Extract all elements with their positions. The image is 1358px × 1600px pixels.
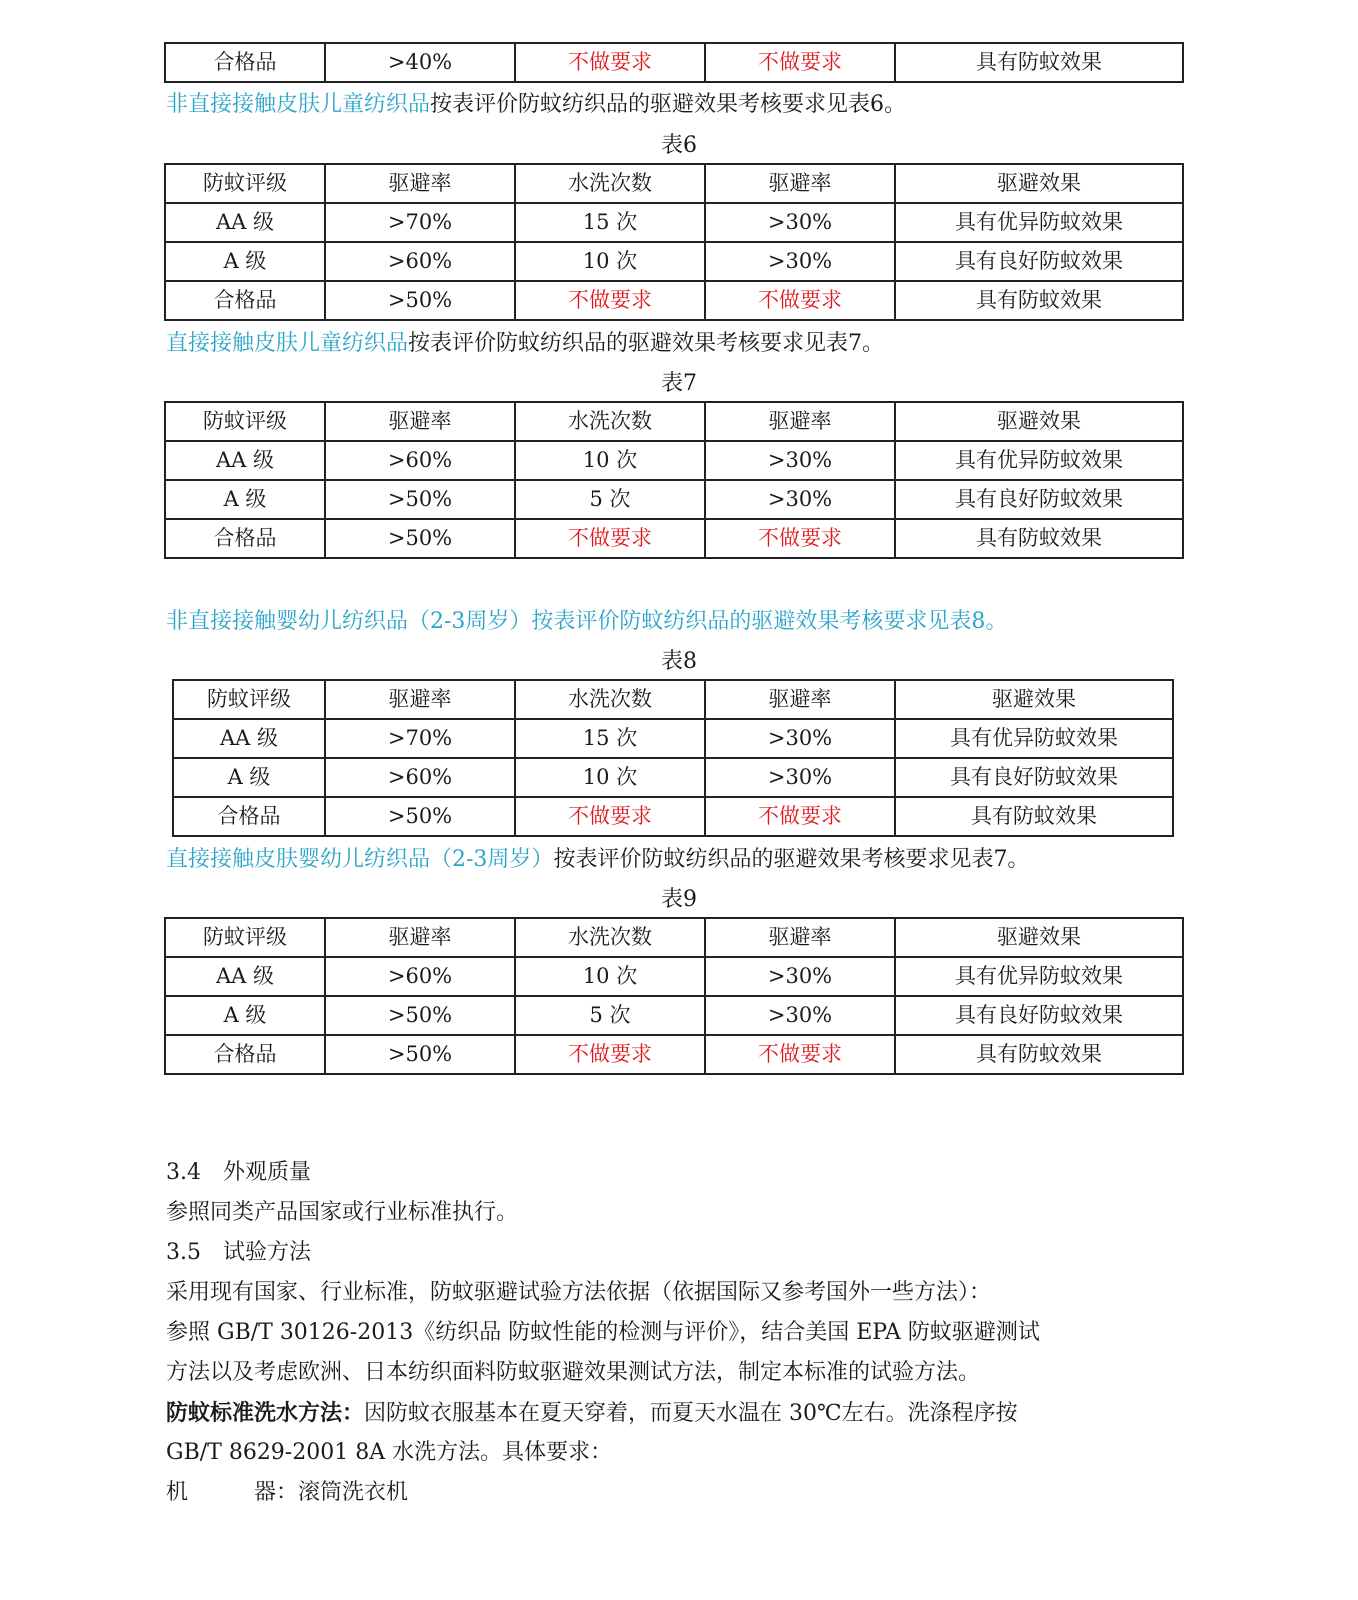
table-row xyxy=(165,957,1183,996)
header-cell: 驱避率 xyxy=(325,402,515,441)
table-cell: >30% xyxy=(705,203,895,242)
section-intro xyxy=(166,845,1029,875)
table-9 xyxy=(164,917,1182,1075)
table-cell: A 级 xyxy=(165,480,325,519)
header-cell: 驱避率 xyxy=(705,680,895,719)
table-cell: 具有良好防蚊效果 xyxy=(895,242,1183,281)
table-header-row xyxy=(165,918,1183,957)
table-cell: 不做要求 xyxy=(705,1035,895,1074)
table-cell: >60% xyxy=(325,441,515,480)
heading-3-4: 3.4 外观质量 xyxy=(166,1160,311,1185)
table-row xyxy=(165,203,1183,242)
table-cell: 10 次 xyxy=(515,957,705,996)
table-header-row xyxy=(173,680,1173,719)
table-cell: 具有良好防蚊效果 xyxy=(895,758,1173,797)
paragraph-3-4: 参照同类产品国家或行业标准执行。 xyxy=(166,1200,519,1225)
table-cell: >30% xyxy=(705,957,895,996)
table-cell: >30% xyxy=(705,996,895,1035)
wash-method-text: 因防蚊衣服基本在夏天穿着，而夏天水温在 30℃左右。洗涤程序按 xyxy=(364,1401,1018,1426)
table-cell: A 级 xyxy=(165,242,325,281)
table-row xyxy=(173,797,1173,836)
table-cell: 10 次 xyxy=(515,441,705,480)
table-cell: AA 级 xyxy=(165,957,325,996)
table-cell: >30% xyxy=(705,242,895,281)
table-cell: 5 次 xyxy=(515,996,705,1035)
table-8 xyxy=(172,679,1172,837)
table-cell: 具有良好防蚊效果 xyxy=(895,996,1183,1035)
table-header-row xyxy=(165,164,1183,203)
table-row xyxy=(165,480,1183,519)
top-table xyxy=(164,42,1182,83)
table-cell: AA 级 xyxy=(165,203,325,242)
table-7 xyxy=(164,401,1182,559)
table-cell: 不做要求 xyxy=(705,43,895,82)
machine-label: 机 器： xyxy=(166,1480,299,1505)
table-grid xyxy=(164,163,1184,321)
table-row xyxy=(165,281,1183,320)
table-cell: 不做要求 xyxy=(515,43,705,82)
header-cell: 防蚊评级 xyxy=(165,164,325,203)
paragraph-3-5-line-2: 参照 GB/T 30126-2013《纺织品 防蚊性能的检测与评价》，结合美国 EPA 防蚊驱避测试 xyxy=(166,1320,1040,1345)
table-cell: A 级 xyxy=(165,996,325,1035)
table-cell: 具有防蚊效果 xyxy=(895,43,1183,82)
section-intro xyxy=(166,90,906,120)
intro-text: 按表评价防蚊纺织品的驱避效果考核要求见表7。 xyxy=(408,331,885,356)
table-cell: 合格品 xyxy=(165,519,325,558)
table-grid xyxy=(172,679,1174,837)
table-cell: 不做要求 xyxy=(515,519,705,558)
table-row xyxy=(173,758,1173,797)
intro-highlight: 非直接接触皮肤儿童纺织品 xyxy=(166,92,431,117)
table-cell: 具有优异防蚊效果 xyxy=(895,441,1183,480)
table-cell: >60% xyxy=(325,957,515,996)
table-cell: >50% xyxy=(325,281,515,320)
header-cell: 驱避效果 xyxy=(895,680,1173,719)
table-cell: 15 次 xyxy=(515,203,705,242)
header-cell: 防蚊评级 xyxy=(165,918,325,957)
table-cell: >70% xyxy=(325,203,515,242)
table-cell: 10 次 xyxy=(515,758,705,797)
header-cell: 防蚊评级 xyxy=(173,680,325,719)
table-cell: >60% xyxy=(325,242,515,281)
table-cell: >30% xyxy=(705,719,895,758)
header-cell: 防蚊评级 xyxy=(165,402,325,441)
paragraph-3-5-line-3: 方法以及考虑欧洲、日本纺织面料防蚊驱避效果测试方法，制定本标准的试验方法。 xyxy=(166,1360,981,1385)
table-row xyxy=(173,719,1173,758)
table-cell: 不做要求 xyxy=(515,281,705,320)
table-cell: >70% xyxy=(325,719,515,758)
section-intro xyxy=(166,607,1007,637)
table-cell: 不做要求 xyxy=(515,797,705,836)
heading-3-5: 3.5 试验方法 xyxy=(166,1240,311,1265)
header-cell: 水洗次数 xyxy=(515,918,705,957)
table-header-row xyxy=(165,402,1183,441)
table-cell: 5 次 xyxy=(515,480,705,519)
table-cell: 合格品 xyxy=(173,797,325,836)
table-cell: AA 级 xyxy=(165,441,325,480)
wash-method-label: 防蚊标准洗水方法： xyxy=(166,1400,365,1426)
wash-method-line-2: GB/T 8629-2001 8A 水洗方法。具体要求： xyxy=(166,1440,613,1465)
table-cell: >60% xyxy=(325,758,515,797)
table-cell: >50% xyxy=(325,797,515,836)
wash-method-line-1 xyxy=(166,1398,1018,1429)
table-cell: 具有优异防蚊效果 xyxy=(895,957,1183,996)
table-cell: >40% xyxy=(325,43,515,82)
section-intro xyxy=(166,329,884,359)
header-cell: 驱避率 xyxy=(705,918,895,957)
table-caption: 表9 xyxy=(661,887,697,912)
table-cell: AA 级 xyxy=(173,719,325,758)
header-cell: 驱避率 xyxy=(325,680,515,719)
header-cell: 驱避率 xyxy=(325,918,515,957)
machine-value: 滚筒洗衣机 xyxy=(298,1480,409,1505)
header-cell: 驱避效果 xyxy=(895,918,1183,957)
table-cell: 不做要求 xyxy=(705,519,895,558)
table-cell: >30% xyxy=(705,441,895,480)
table-cell: 具有优异防蚊效果 xyxy=(895,719,1173,758)
intro-text: 按表评价防蚊纺织品的驱避效果考核要求见表7。 xyxy=(553,847,1030,872)
table-cell: 具有防蚊效果 xyxy=(895,797,1173,836)
header-cell: 水洗次数 xyxy=(515,402,705,441)
machine-line xyxy=(166,1478,408,1508)
table-cell: A 级 xyxy=(173,758,325,797)
table-cell: >50% xyxy=(325,1035,515,1074)
table-cell: 不做要求 xyxy=(705,797,895,836)
table-cell: 具有防蚊效果 xyxy=(895,281,1183,320)
intro-highlight: 非直接接触婴幼儿纺织品（2-3周岁）按表评价防蚊纺织品的驱避效果考核要求见表8。 xyxy=(166,609,1008,634)
table-cell: 10 次 xyxy=(515,242,705,281)
table-6 xyxy=(164,163,1182,321)
table-caption: 表7 xyxy=(661,371,697,396)
table-cell: 合格品 xyxy=(165,1035,325,1074)
intro-text: 按表评价防蚊纺织品的驱避效果考核要求见表6。 xyxy=(430,92,907,117)
table-cell: 15 次 xyxy=(515,719,705,758)
table-cell: >50% xyxy=(325,996,515,1035)
header-cell: 驱避率 xyxy=(325,164,515,203)
table-row xyxy=(165,43,1183,82)
table-cell: 不做要求 xyxy=(515,1035,705,1074)
table-cell: >50% xyxy=(325,519,515,558)
table-row xyxy=(165,519,1183,558)
table-cell: 具有防蚊效果 xyxy=(895,519,1183,558)
table-row xyxy=(165,441,1183,480)
paragraph-3-5-line-1: 采用现有国家、行业标准，防蚊驱避试验方法依据（依据国际又参考国外一些方法）： xyxy=(166,1280,992,1305)
header-cell: 驱避效果 xyxy=(895,164,1183,203)
intro-highlight: 直接接触皮肤儿童纺织品 xyxy=(166,331,409,356)
header-cell: 驱避效果 xyxy=(895,402,1183,441)
table-caption: 表8 xyxy=(661,649,697,674)
table-grid xyxy=(164,917,1184,1075)
table-cell: 具有优异防蚊效果 xyxy=(895,203,1183,242)
table-cell: >30% xyxy=(705,758,895,797)
table-cell: 具有防蚊效果 xyxy=(895,1035,1183,1074)
table-row xyxy=(165,1035,1183,1074)
table-caption: 表6 xyxy=(661,133,697,158)
table-grid xyxy=(164,401,1184,559)
table-cell: 合格品 xyxy=(165,43,325,82)
table-row xyxy=(165,242,1183,281)
header-cell: 水洗次数 xyxy=(515,680,705,719)
table-row xyxy=(165,996,1183,1035)
table-cell: >50% xyxy=(325,480,515,519)
top-table-grid xyxy=(164,42,1184,83)
table-cell: >30% xyxy=(705,480,895,519)
header-cell: 驱避率 xyxy=(705,402,895,441)
header-cell: 驱避率 xyxy=(705,164,895,203)
header-cell: 水洗次数 xyxy=(515,164,705,203)
table-cell: 合格品 xyxy=(165,281,325,320)
intro-highlight: 直接接触皮肤婴幼儿纺织品（2-3周岁） xyxy=(166,847,554,872)
table-cell: 不做要求 xyxy=(705,281,895,320)
table-cell: 具有良好防蚊效果 xyxy=(895,480,1183,519)
